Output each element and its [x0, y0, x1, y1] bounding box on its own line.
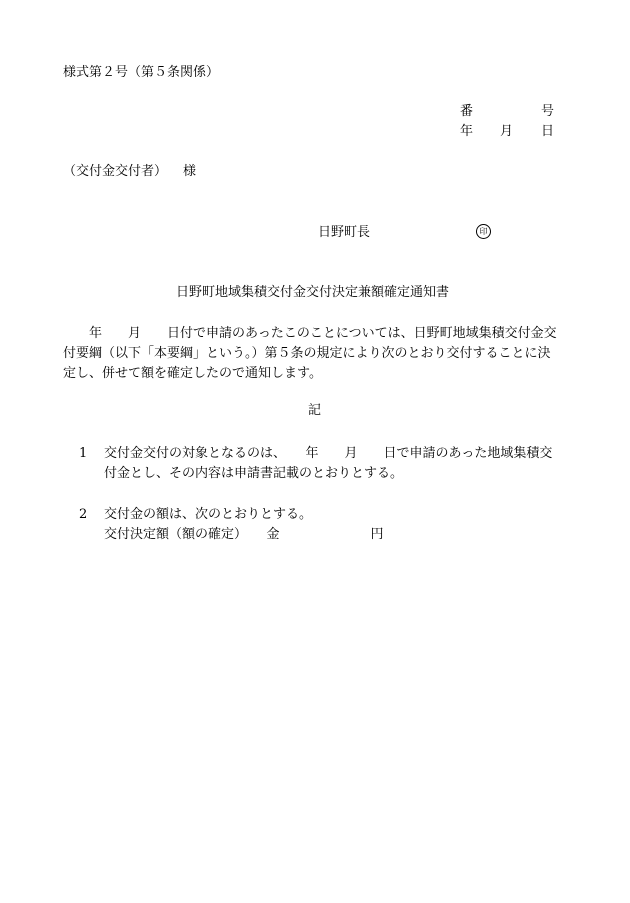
date-year-label: 年 — [460, 124, 474, 139]
document-number-suffix: 号 — [541, 104, 555, 119]
recipient-name: （交付金交付者） — [63, 164, 168, 179]
item-text — [104, 505, 384, 545]
date-day-label: 日 — [541, 124, 555, 139]
document-title: 日野町地域集積交付金交付決定兼額確定通知書 — [176, 285, 450, 300]
body-line: 定し、併せて額を確定したので通知します。 — [63, 366, 322, 381]
form-number-label: 様式第２号（第５条関係） — [63, 65, 220, 80]
body-line: 付要綱（以下「本要綱」という。）第５条の規定により次のとおり交付することに決 — [63, 346, 551, 361]
body-paragraph — [63, 324, 583, 384]
item-number: 1 — [79, 446, 88, 461]
ki-heading: 記 — [308, 403, 322, 418]
seal-icon: 印 — [476, 224, 491, 239]
item-line: 交付金交付の対象となるのは、 年 月 日で申請のあった地域集積交 — [104, 446, 553, 461]
item-text — [104, 444, 552, 484]
item-line: 交付金の額は、次のとおりとする。 — [104, 507, 313, 522]
item-line: 付金とし、その内容は申請書記載のとおりとする。 — [104, 466, 404, 481]
date-month-label: 月 — [500, 124, 514, 139]
document-number-label: 番 — [460, 104, 474, 119]
recipient-honorific: 様 — [183, 164, 197, 179]
body-line: 年 月 日付で申請のあったこのことについては、日野町地域集積交付金交 — [63, 326, 557, 341]
item-number: 2 — [79, 507, 88, 522]
issuer-title: 日野町長 — [318, 225, 371, 240]
item-line: 交付決定額（額の確定） 金 円 — [104, 527, 384, 542]
